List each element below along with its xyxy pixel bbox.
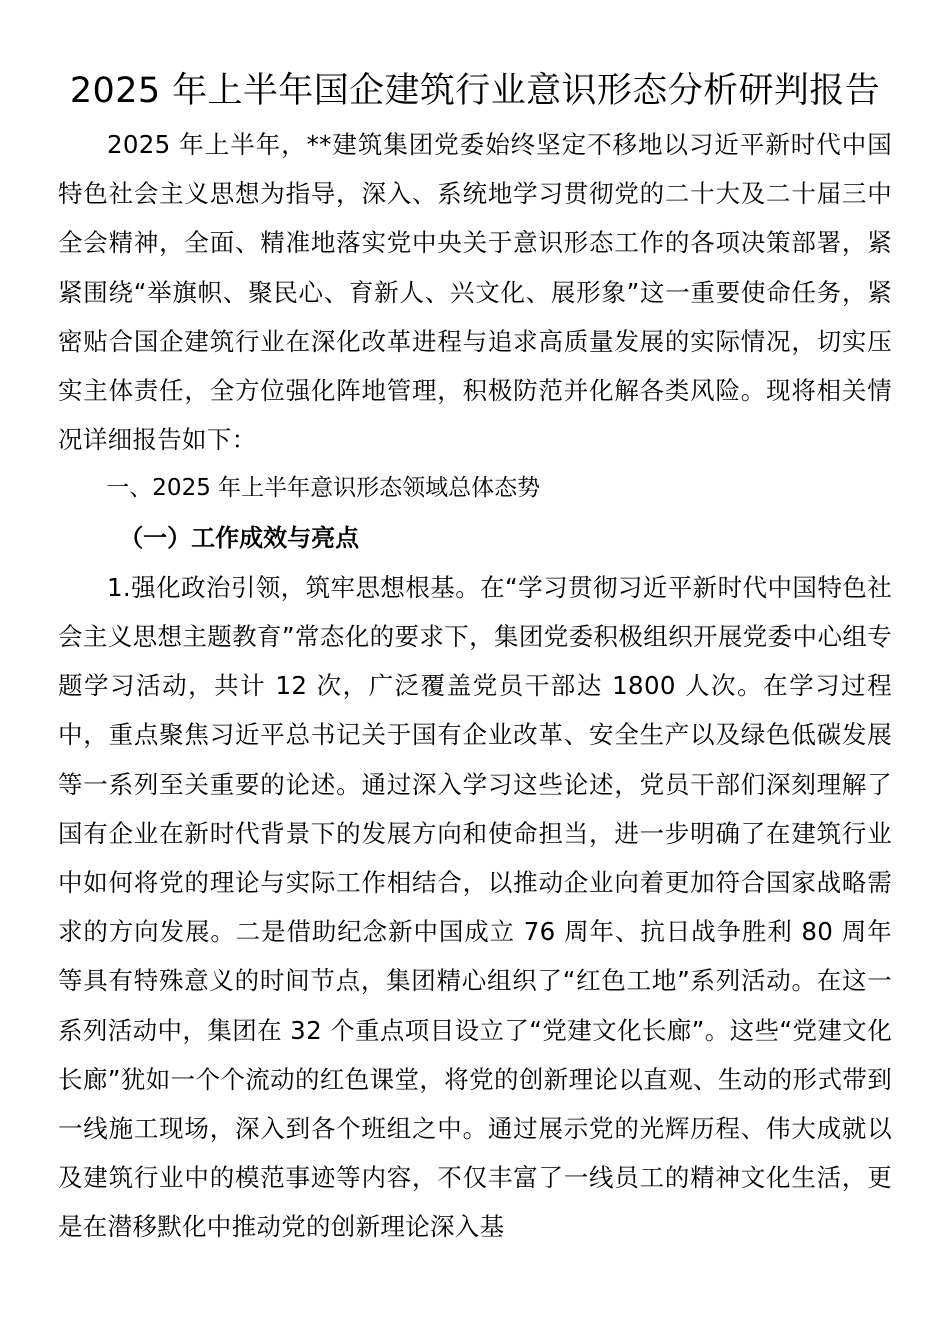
section-heading: 一、2025 年上半年意识形态领域总体态势 bbox=[106, 475, 541, 502]
body-paragraph: 1.强化政治引领，筑牢思想根基。在“学习贯彻习近平新时代中国特色社会主义思想主题教育”常态化的要求下，集团党委积极组织开展党委中心组专题学习活动，共计 12 次，广泛覆盖党员干部达 1800 人次。在学习过程中，重点聚焦习近平总书记关于国有企业改革、安全生产以及绿色低碳发展等一系列至关重要的论述。通过深入学习这些论述，党员干部们深刻理解了国有企业在新时代背景下的发展方向和使命担当，进一步明确了在建筑行业中如何将党的理论与实际工作相结合，以推动企业向着更加符合国家战略需求的方向发展。二是借助纪念新中国成立 76 周年、抗日战争胜利 80 周年等具有特殊意义的时间节点，集团精心组织了“红色工地”系列活动。在这一系列活动中，集团在 32 个重点项目设立了“党建文化长廊”。这些“党建文化长廊”犹如一个个流动的红色课堂，将党的创新理论以直观、生动的形式带到一线施工现场，深入到各个班组之中。通过展示党的光辉历程、伟大成就以及建筑行业中的模范事迹等内容，不仅丰富了一线员工的精神文化生活，更是在潜移默化中推动党的创新理论深入基 bbox=[58, 572, 892, 1242]
document-page bbox=[58, 62, 892, 1252]
intro-paragraph: 2025 年上半年，**建筑集团党委始终坚定不移地以习近平新时代中国特色社会主义思想为指导，深入、系统地学习贯彻党的二十大及二十届三中全会精神，全面、精准地落实党中央关于意识形态工作的各项决策部署，紧紧围绕“举旗帜、聚民心、育新人、兴文化、展形象”这一重要使命任务，紧密贴合国企建筑行业在深化改革进程与追求高质量发展的实际情况，切实压实主体责任，全方位强化阵地管理，积极防范并化解各类风险。现将相关情况详细报告如下： bbox=[58, 130, 892, 455]
subsection-heading: （一）工作成效与亮点 bbox=[119, 523, 360, 552]
document-title: 2025 年上半年国企建筑行业意识形态分析研判报告 bbox=[69, 71, 881, 111]
